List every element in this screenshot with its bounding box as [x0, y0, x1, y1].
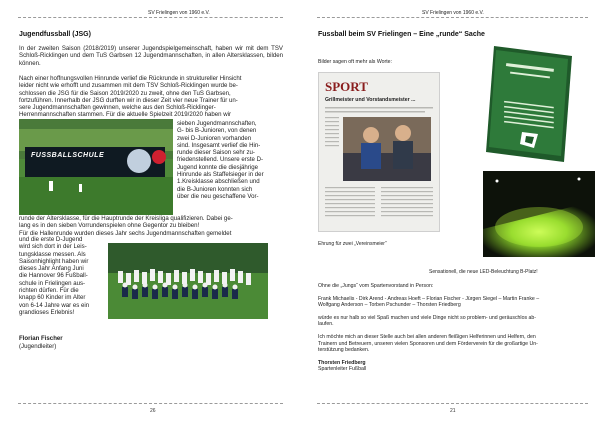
text-line: knapp 60 Kinder im Alter — [19, 294, 86, 302]
text-line: schule in Frielingen aus- — [19, 279, 86, 287]
page-heading: Jugendfussball (JSG) — [19, 31, 91, 38]
newspaper-title: SPORT — [325, 79, 368, 94]
closing-text — [318, 283, 588, 373]
led-lighting-photo — [483, 171, 595, 257]
football-school-illustration — [19, 119, 173, 215]
text-line: laufen. — [318, 321, 334, 328]
text-line: Jugend konnte die diesjährige — [177, 163, 258, 171]
text-line: Hinrunde als Staffelsieger in der — [177, 171, 264, 179]
banner-text: FUSSBALLSCHULE — [31, 152, 105, 159]
narrow-column — [19, 236, 107, 316]
text-line: und die erste D-Jugend — [19, 236, 83, 243]
bottom-rule — [18, 403, 283, 404]
text-line: sieben Jugendmannschaften, — [177, 120, 257, 127]
text-line: runde dieser Saison sehr zu- — [177, 149, 255, 157]
top-rule — [317, 17, 588, 18]
text-line: Trainern und Betreuern, unseren vielen Sponsoren und dem Förderverein für die großartige Un- — [318, 340, 538, 347]
text-line: von 6-14 Jahre war es ein — [19, 301, 90, 309]
running-header: SV Frielingen von 1960 e.V. — [422, 10, 484, 16]
text-line: wird sich dort in der Leis- — [19, 243, 87, 251]
text-line: lang es in den sieben Vorrundenspielen ohne Gegentor zu bleiben! — [19, 222, 200, 230]
text-line: dieses Jahr Anfang Juni — [19, 265, 84, 273]
football-school-photo — [19, 119, 173, 215]
award-plaque-illustration — [482, 40, 578, 168]
text-line: G- bis B-Junioren, von denen — [177, 127, 257, 135]
intro-text: Bilder sagen oft mehr als Worte: — [318, 59, 393, 65]
text-line: runde der Altersklasse, für die Hauptrunde der Kreisliga qualifizieren. Dabei ge- — [19, 215, 233, 222]
intro-paragraph: In der zweiten Saison (2018/2019) unserer Jugendspielgemeinschaft, haben wir mit dem TSV Schloß-Ricklingen und dem TuS Garbsen 12 Jugendmannschaften, in allen Altersklassen, bilden können. — [19, 45, 283, 67]
led-caption: Sensationell, die neue LED-Beleuchtung B-Platz! — [429, 269, 538, 275]
text-line: zwei D-Junioren vorhanden — [177, 134, 252, 142]
text-line: fortzuführen. Innerhalb der JSG durften wir in dieser Zeit vier neue Trainer für un- — [19, 96, 238, 104]
text-line: Saisonhighlight haben wir — [19, 257, 89, 265]
page-heading: Fussball beim SV Frielingen – Eine „runde“ Sache — [318, 31, 485, 38]
text-line: würde es nur halb so viel Spaß machen und viele Dinge nicht so problem- und geräuschlos ab- — [318, 314, 536, 321]
text-line: Ohne die „Jungs“ vom Spartenvorstand in Person: — [318, 283, 434, 289]
text-line: Ich möchte mich an dieser Stelle auch bei allen anderen fleißigen Helferinnen und Helfern, den — [318, 333, 536, 340]
text-line: sind. Insgesamt verlief die Hin- — [177, 141, 261, 149]
newspaper-illustration — [319, 73, 439, 231]
text-line: richten dürfen. Für die — [19, 287, 79, 295]
text-line: Wolfgang Anderson – Torben Pschunder – Thorsten Friedberg — [318, 302, 461, 309]
page-number: 26 — [150, 408, 156, 414]
right-page — [300, 0, 600, 424]
text-line: Für die Hallenrunde wurden dieses Jahr sechs Jugendmannschaften gemeldet — [19, 229, 232, 237]
text-line: sere Jugendmannschaften gewinnen, welche aus den Schloß-Ricklinger- — [19, 104, 216, 112]
text-line: friedenstellend. Unsere erste D- — [177, 156, 264, 164]
text-line: tungsklasse messen. Als — [19, 250, 86, 258]
newspaper-caption: Ehrung für zwei „Vereinsmeier“ — [318, 241, 387, 247]
text-line: über die neu geschaffene Vor- — [177, 192, 259, 200]
newspaper-clipping — [318, 72, 440, 232]
newspaper-headline: Grillmeister und Vorstandsmeister ... — [325, 97, 416, 103]
children-group-photo — [108, 243, 268, 319]
signature-name: Thorsten Friedberg — [318, 359, 366, 366]
qualification-paragraph — [19, 215, 283, 237]
signature-name: Florian Fischer — [19, 335, 63, 342]
led-lighting-illustration — [483, 171, 595, 257]
running-header: SV Frielingen von 1960 e.V. — [148, 10, 210, 16]
text-line: Frank Michaelis - Dirk Arend - Andreas Hoeft – Florian Fischer - Jürgen Siegel – Martin Franke – — [318, 295, 540, 302]
season-paragraph — [19, 75, 283, 119]
top-rule — [18, 17, 283, 18]
page-number: 21 — [450, 408, 456, 414]
text-line: leider nicht wie erhofft und zusammen mit dem TSV Schloß-Ricklingen wurde be- — [19, 82, 238, 90]
text-line: Nach einer hoffnungsvollen Hinrunde verlief die Rückrunde in struktureller Hinsicht — [19, 75, 242, 82]
signature-role: Spartenleiter Fußball — [318, 366, 367, 373]
text-line: Herrenmannschaften stammen. Für die aktuelle Spielzeit 2019/2020 haben wir — [19, 111, 232, 119]
text-line: grandioses Erlebnis! — [19, 308, 75, 316]
award-plaque — [482, 40, 578, 168]
text-line: die B-Junioren konnten sich — [177, 185, 253, 193]
children-group-illustration — [108, 243, 268, 319]
text-line: schlossen die JSG für die Saison 2019/2020 zu zweit, ohne den TuS Garbsen, — [19, 89, 231, 97]
wrap-column — [177, 120, 283, 200]
text-line: terstützung bedanken. — [318, 347, 370, 354]
signature-role: (Jugendleiter) — [19, 343, 57, 350]
bottom-rule — [317, 403, 588, 404]
text-line: die Hannover 96 Fußball- — [19, 272, 88, 280]
text-line: 1.Kreisklasse abschließen und — [177, 178, 260, 186]
